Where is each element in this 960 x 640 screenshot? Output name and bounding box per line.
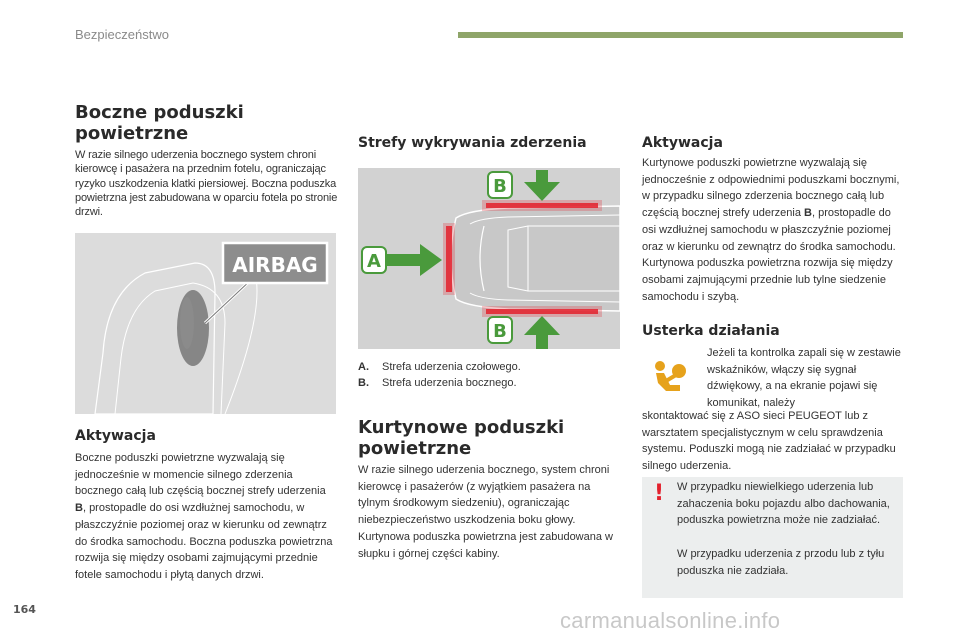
seat-illustration xyxy=(75,233,336,414)
page-number: 164 xyxy=(13,603,36,616)
zone-b-badge-bottom xyxy=(488,317,512,343)
header-accent-line xyxy=(458,32,903,38)
zone-a-badge xyxy=(362,247,386,273)
legend-item-b: B. Strefa uderzenia bocznego. xyxy=(358,377,517,389)
svg-text:B: B xyxy=(493,176,507,197)
curtain-airbags-text: W razie silnego uderzenia bocznego, system chroni kierowcę i pasażerów (z wyjątkiem pasażera na tylnym środkowym siedzeniu), ograniczając niebezpieczeństwo uszkodzenia boku głowy. Kurtynowa poduszka powietrzna jest zabudowana w słupku i górnej części kabiny. xyxy=(358,464,613,560)
activation-title: Aktywacja xyxy=(75,428,156,444)
curtain-airbags-title: Kurtynowe poduszki powietrzne xyxy=(358,417,565,459)
side-airbags-activation-text: Boczne poduszki powietrzne wyzwalają się jednocześnie w momencie silnego zderzenia bocznego całą lub częścią bocznej strefy uderzenia B, prostopadle do osi wzdłużnej samochodu, w płaszczyźnie poziomej oraz w kierunku od zewnątrz do środka samochodu. Boczna poduszka powietrzna rozwija się między osobami zajmującymi przednie fotele samochodu i płytą danych drzwi. xyxy=(75,452,333,581)
zone-legend xyxy=(358,359,618,391)
svg-text:B: B xyxy=(493,321,507,342)
watermark: carmanualsonline.info xyxy=(560,608,781,633)
zone-b-badge-top xyxy=(488,172,512,198)
airbag-label: AIRBAG xyxy=(232,253,318,277)
detection-zones-title: Strefy wykrywania zderzenia xyxy=(358,135,587,151)
warning-text-2: W przypadku uderzenia z przodu lub z tyłu poduszka nie zadziała. xyxy=(677,548,885,577)
fault-title: Usterka działania xyxy=(642,323,780,339)
car-top-view xyxy=(358,168,620,349)
fault-text-part2: skontaktować się z ASO sieci PEUGEOT lub z warsztatem specjalistycznym w celu sprawdzenia systemu. Poduszki mogą nie zadziałać w przypadku silnego uderzenia. xyxy=(642,410,896,473)
svg-text:A: A xyxy=(367,251,381,272)
side-airbags-title: Boczne poduszki powietrzne xyxy=(75,102,244,144)
fault-text-part1: Jeżeli ta kontrolka zapali się w zestawie wskaźników, włączy się sygnał dźwiękowy, a na ekranie pojawi się komunikat, należy xyxy=(707,347,901,410)
seat-airbag-figure xyxy=(75,233,336,414)
impact-zones-figure xyxy=(358,168,620,349)
curtain-activation-text: Kurtynowe poduszki powietrzne wyzwalają się jednocześnie z odpowiednimi poduszkami bocznymi, w przypadku silnego zderzenia bocznego całą lub częścią bocznej strefy uderzenia B, prostopadle do osi wzdłużnej samochodu w płaszczyźnie poziomej oraz w kierunku od zewnątrz do środka samochodu. Kurtynowa poduszka powietrzna rozwija się między osobami zajmującymi przednie lub tylne siedzenie samochodu i szybą. xyxy=(642,157,900,303)
side-airbags-intro: W razie silnego uderzenia bocznego system chroni kierowcę i pasażera na przednim fotelu, ograniczając ryzyko uszkodzenia klatki piersiowej. Boczna poduszka powietrzna jest zabudowana w oparciu fotela po stronie drzwi. xyxy=(75,149,338,219)
curtain-activation-title: Aktywacja xyxy=(642,135,723,151)
airbag-warning-light-icon xyxy=(650,357,690,397)
section-header: Bezpieczeństwo xyxy=(75,27,169,42)
legend-item-a: A. Strefa uderzenia czołowego. xyxy=(358,361,521,373)
warning-text-1: W przypadku niewielkiego uderzenia lub zahaczenia boku pojazdu albo dachowania, poduszka powietrzna może nie zadziałać. xyxy=(677,481,890,527)
warning-exclamation-icon: ! xyxy=(653,481,665,506)
